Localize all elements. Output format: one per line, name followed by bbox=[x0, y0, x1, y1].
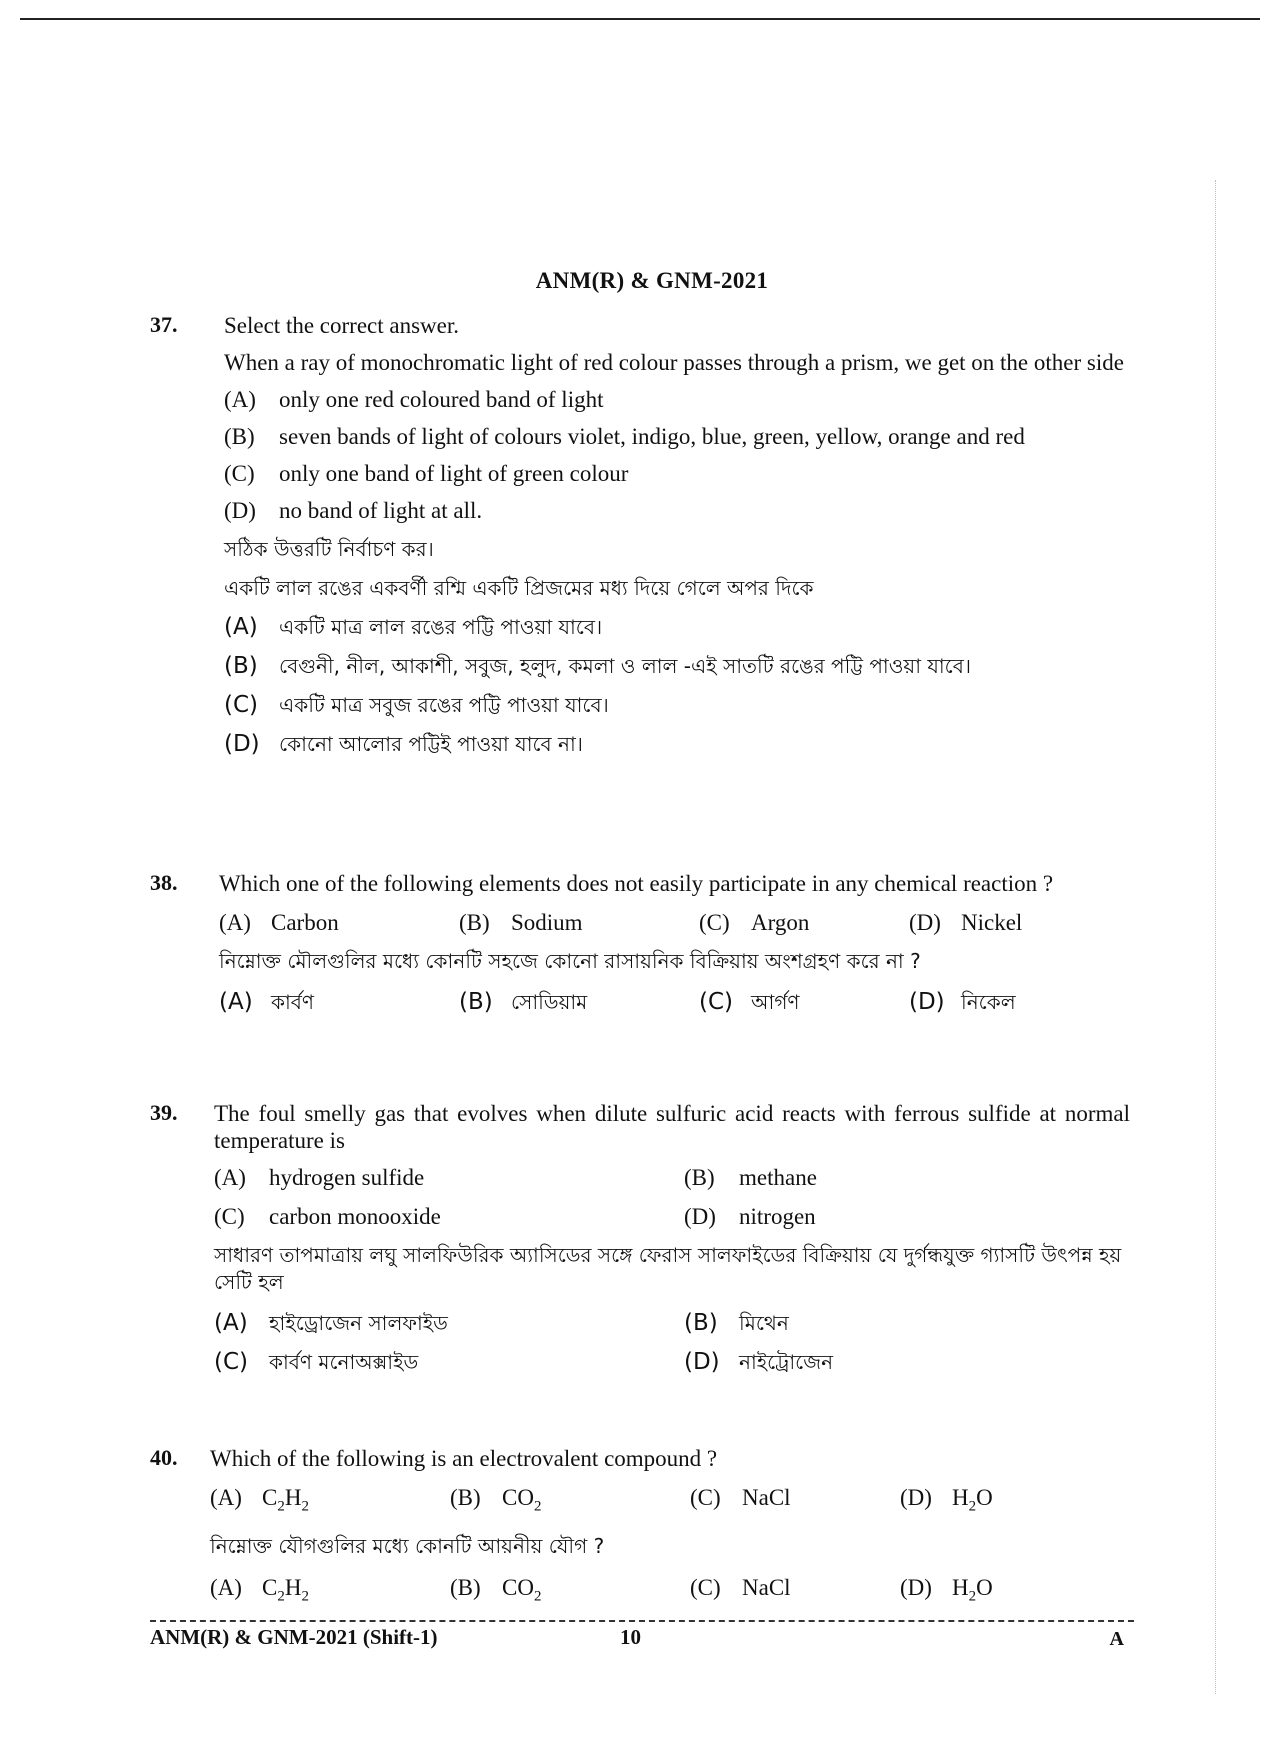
option-b-en: (B) $CO_2$ bbox=[450, 1484, 690, 1521]
options-en bbox=[214, 1164, 1130, 1230]
top-rule bbox=[20, 18, 1260, 20]
option-c-bn: (C) NaCl bbox=[690, 1574, 791, 1600]
formula: $H_2O$ bbox=[952, 1485, 993, 1515]
option-b-bn: (B) সোডিয়াম bbox=[459, 989, 588, 1015]
options-en bbox=[219, 909, 1130, 936]
option-c-bn: (C) আর্গণ bbox=[699, 989, 800, 1015]
option-b-en: (B) Sodium bbox=[459, 910, 583, 935]
option-d-en: (D) $H_2O$ bbox=[900, 1484, 1120, 1521]
footer-exam-title: ANM(R) & GNM-2021 (Shift-1) bbox=[150, 1625, 438, 1649]
question-text-en: Which of the following is an electrovalent compound ? bbox=[210, 1446, 718, 1471]
option-d-bn: (D) নিকেল bbox=[909, 989, 1016, 1015]
option-a-en: (A) hydrogen sulfide bbox=[214, 1165, 425, 1190]
option-d-en: (D) Nickel bbox=[909, 910, 1023, 935]
formula: $H_2O$ bbox=[952, 1574, 993, 1605]
question-38 bbox=[150, 870, 1130, 1016]
option-a-en: (A) only one red coloured band of light bbox=[224, 387, 604, 412]
formula: $CO_2$ bbox=[502, 1485, 542, 1515]
option-b-en: (B) seven bands of light of colours violet, indigo, blue, green, yellow, orange and red bbox=[224, 424, 1025, 449]
formula: $C_2H_2$ bbox=[262, 1574, 309, 1605]
option-c-bn: (C) একটি মাত্র সবুজ রঙের পট্টি পাওয়া যাবে। bbox=[224, 692, 609, 718]
option-d-en: (D) nitrogen bbox=[684, 1204, 816, 1229]
option-b-bn: (B) মিথেন bbox=[684, 1310, 789, 1336]
option-a-bn: (A) কার্বণ bbox=[219, 989, 315, 1015]
option-a-bn: (A) একটি মাত্র লাল রঙের পট্টি পাওয়া যাবে। bbox=[224, 614, 603, 640]
question-text-en: Which one of the following elements does not easily participate in any chemical reaction ? bbox=[219, 871, 1054, 896]
page-header-title: ANM(R) & GNM-2021 bbox=[535, 268, 769, 293]
option-a-en: (A) $C_2H_2$ bbox=[210, 1484, 450, 1521]
formula: NaCl bbox=[742, 1485, 791, 1510]
question-40 bbox=[150, 1445, 1130, 1610]
option-d-en: (D) no band of light at all. bbox=[224, 498, 483, 523]
question-number: 38. bbox=[150, 870, 178, 895]
question-number: 37. bbox=[150, 312, 178, 337]
page-edge bbox=[1215, 180, 1216, 1694]
question-text-en: The foul smelly gas that evolves when dilute sulfuric acid reacts with ferrous sulfide at normal temperature is bbox=[214, 1101, 1130, 1153]
option-d-bn: (D) $H_2O$ bbox=[900, 1574, 1120, 1611]
question-text-en: When a ray of monochromatic light of red colour passes through a prism, we get on the other side bbox=[224, 350, 1124, 375]
question-number: 40. bbox=[150, 1445, 178, 1470]
option-c-en: (C) only one band of light of green colour bbox=[224, 461, 629, 486]
option-a-bn: (A) হাইড্রোজেন সালফাইড bbox=[214, 1310, 448, 1336]
footer-rule bbox=[150, 1620, 1134, 1622]
options-bn bbox=[214, 1310, 1130, 1376]
formula: $C_2H_2$ bbox=[262, 1485, 309, 1515]
option-b-bn: (B) বেগুনী, নীল, আকাশী, সবুজ, হলুদ, কমলা ও লাল -এই সাতটি রঙের পট্টি পাওয়া যাবে। bbox=[224, 653, 972, 679]
question-instruction-bn: সঠিক উত্তরটি নির্বাচণ কর। bbox=[224, 537, 434, 561]
question-text-bn: নিম্নোক্ত মৌলগুলির মধ্যে কোনটি সহজে কোনো রাসায়নিক বিক্রিয়ায় অংশগ্রহণ করে না ? bbox=[219, 949, 921, 973]
option-b-bn: (B) $CO_2$ bbox=[450, 1574, 690, 1611]
option-d-bn: (D) কোনো আলোর পট্টিই পাওয়া যাবে না। bbox=[224, 731, 583, 757]
option-c-en: (C) NaCl bbox=[690, 1485, 791, 1510]
option-a-bn: (A) $C_2H_2$ bbox=[210, 1574, 450, 1611]
option-c-en: (C) carbon monooxide bbox=[214, 1204, 441, 1229]
question-text-bn: সাধারণ তাপমাত্রায় লঘু সালফিউরিক অ্যাসিডের সঙ্গে ফেরাস সালফাইডের বিক্রিয়ায় যে দুর্গন্ধযুক্ত গ্যাসটি উৎপন্ন হয় সেটি হল bbox=[214, 1243, 1122, 1294]
option-c-en: (C) Argon bbox=[699, 910, 810, 935]
question-39 bbox=[150, 1100, 1130, 1376]
option-d-bn: (D) নাইট্রোজেন bbox=[684, 1349, 834, 1375]
options-en bbox=[210, 1484, 1130, 1521]
formula: $CO_2$ bbox=[502, 1574, 542, 1605]
option-c-bn: (C) কার্বণ মনোঅক্সাইড bbox=[214, 1349, 419, 1375]
question-number: 39. bbox=[150, 1100, 178, 1125]
page-number: 10 bbox=[620, 1625, 641, 1649]
options-bn bbox=[219, 989, 1130, 1016]
question-text-bn: নিম্নোক্ত যৌগগুলির মধ্যে কোনটি আয়নীয় যৌগ ? bbox=[210, 1533, 605, 1558]
option-b-en: (B) methane bbox=[684, 1165, 817, 1190]
set-code: A bbox=[1109, 1628, 1124, 1650]
options-bn bbox=[210, 1574, 1130, 1611]
option-a-en: (A) Carbon bbox=[219, 910, 339, 935]
question-instruction-en: Select the correct answer. bbox=[224, 313, 459, 338]
formula: NaCl bbox=[742, 1574, 791, 1600]
question-37 bbox=[150, 312, 1130, 758]
question-text-bn: একটি লাল রঙের একবর্ণী রশ্মি একটি প্রিজমের মধ্য দিয়ে গেলে অপর দিকে bbox=[224, 576, 814, 600]
